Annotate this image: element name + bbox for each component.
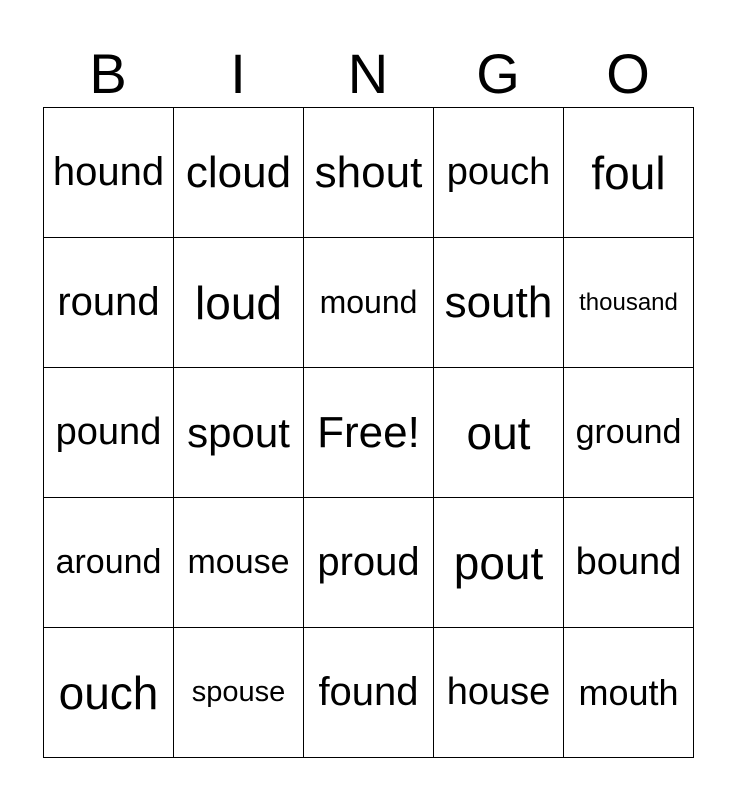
cell-word: south <box>444 277 553 327</box>
cell-word: pound <box>55 411 162 453</box>
bingo-cell-1-3[interactable] <box>304 108 434 238</box>
cell-word: hound <box>52 150 165 194</box>
header-letter-g: G <box>476 42 520 105</box>
cell-word: pout <box>453 536 544 589</box>
bingo-cell-5-5[interactable] <box>564 628 694 758</box>
bingo-cell-3-4[interactable] <box>434 368 564 498</box>
cell-word: spout <box>187 408 290 456</box>
bingo-header <box>43 40 693 108</box>
cell-word: out <box>466 406 531 459</box>
bingo-cell-2-4[interactable] <box>434 238 564 368</box>
bingo-cell-2-5[interactable] <box>564 238 694 368</box>
cell-word: pouch <box>446 151 551 193</box>
bingo-cell-4-3[interactable] <box>304 498 434 628</box>
bingo-cell-1-5[interactable] <box>564 108 694 238</box>
cell-word: spouse <box>191 676 286 708</box>
bingo-cell-2-3[interactable] <box>304 238 434 368</box>
cell-word: bound <box>575 541 682 583</box>
cell-word: round <box>57 280 160 324</box>
bingo-cell-4-4[interactable] <box>434 498 564 628</box>
bingo-cell-2-1[interactable] <box>44 238 174 368</box>
bingo-cell-5-3[interactable] <box>304 628 434 758</box>
bingo-cell-5-1[interactable] <box>44 628 174 758</box>
free-space: Free! <box>317 407 420 457</box>
cell-word: house <box>446 671 551 713</box>
bingo-cell-4-1[interactable] <box>44 498 174 628</box>
cell-word: cloud <box>185 147 292 197</box>
bingo-cell-4-5[interactable] <box>564 498 694 628</box>
bingo-cell-5-4[interactable] <box>434 628 564 758</box>
bingo-cell-2-2[interactable] <box>174 238 304 368</box>
bingo-cell-3-2[interactable] <box>174 368 304 498</box>
cell-word: found <box>318 670 419 714</box>
bingo-cell-5-2[interactable] <box>174 628 304 758</box>
cell-word: shout <box>314 147 423 197</box>
bingo-cell-1-1[interactable] <box>44 108 174 238</box>
bingo-cell-4-2[interactable] <box>174 498 304 628</box>
cell-word: ground <box>575 413 682 451</box>
bingo-board <box>43 107 694 758</box>
cell-word: mouse <box>187 543 290 581</box>
bingo-cell-3-3[interactable] <box>304 368 434 498</box>
header-letter-i: I <box>230 42 246 105</box>
header-letter-b: B <box>89 42 127 105</box>
cell-word: loud <box>195 276 282 329</box>
cell-word: mouth <box>578 671 679 713</box>
cell-word: proud <box>317 540 420 584</box>
bingo-cell-1-2[interactable] <box>174 108 304 238</box>
header-letter-n: N <box>347 42 389 105</box>
bingo-cell-3-1[interactable] <box>44 368 174 498</box>
cell-word: thousand <box>579 288 678 316</box>
cell-word: foul <box>591 146 666 199</box>
bingo-cell-3-5[interactable] <box>564 368 694 498</box>
header-letter-o: O <box>606 42 650 105</box>
cell-word: around <box>55 543 162 581</box>
bingo-cell-1-4[interactable] <box>434 108 564 238</box>
cell-word: mound <box>319 284 418 320</box>
cell-word: ouch <box>58 666 159 719</box>
